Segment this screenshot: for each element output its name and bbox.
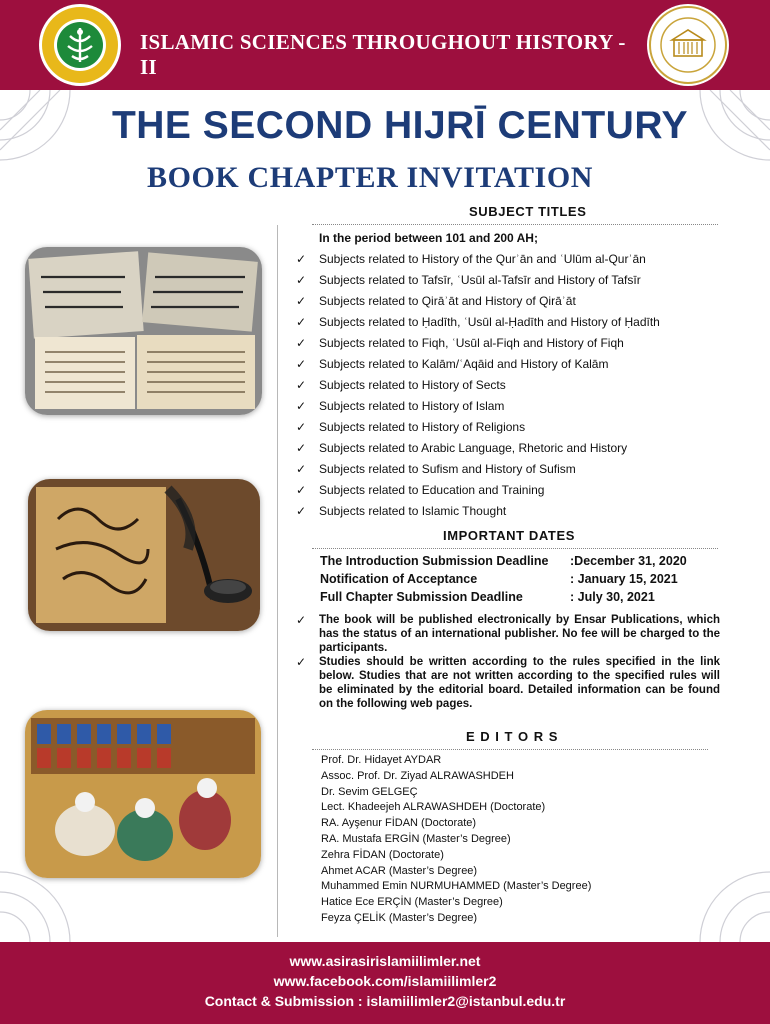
checkmark-icon: ✓: [296, 399, 307, 413]
list-item: Feyza ÇELİK (Master’s Degree): [321, 911, 478, 924]
checkmark-icon: ✓: [296, 357, 307, 371]
subject-titles-heading: SUBJECT TITLES: [469, 204, 587, 219]
subject-list: [296, 250, 746, 523]
series-title: ISLAMIC SCIENCES THROUGHOUT HISTORY -II: [140, 30, 626, 79]
list-item: Ahmet ACAR (Master’s Degree): [321, 864, 478, 877]
list-item: ✓ Subjects related to Kalām/ʿAqāid and History of Kalām: [296, 357, 609, 371]
list-item: RA. Ayşenur FİDAN (Doctorate): [321, 817, 477, 830]
facebook-link[interactable]: www.facebook.com/islamiilimler2: [273, 973, 497, 989]
date-value: :December 31, 2020: [570, 554, 687, 568]
list-item: ✓ Subjects related to Sufism and History of Sufism: [296, 462, 576, 476]
manuscripts-photo: [25, 247, 262, 415]
checkmark-icon: ✓: [296, 483, 307, 497]
notes-list: [296, 613, 720, 711]
list-item: Hatice Ece ERÇİN (Master’s Degree): [321, 896, 503, 909]
list-item: ✓ The book will be published electronically by Ensar Publications, which has the status of an international publisher. No fee will be charged to the participants.: [296, 613, 720, 654]
list-item: ✓ Subjects related to Islamic Thought: [296, 504, 507, 518]
list-item: Zehra FİDAN (Doctorate): [321, 848, 444, 861]
checkmark-icon: ✓: [296, 420, 307, 434]
important-dates-rule: [312, 548, 718, 549]
checkmark-icon: ✓: [296, 315, 307, 329]
list-item: ✓ Subjects related to Education and Training: [296, 483, 545, 497]
sub-title: BOOK CHAPTER INVITATION: [146, 161, 594, 194]
important-dates-heading: IMPORTANT DATES: [443, 528, 576, 543]
dates-table: [320, 554, 740, 608]
checkmark-icon: ✓: [296, 336, 307, 350]
checkmark-icon: ✓: [296, 462, 307, 476]
checkmark-icon: ✓: [296, 273, 307, 287]
date-label: The Introduction Submission Deadline: [320, 554, 549, 568]
checkmark-icon: ✓: [296, 378, 307, 392]
list-item: ✓ Subjects related to Tafsīr, ʿUsūl al-Tafsīr and History of Tafsīr: [296, 273, 641, 287]
list-item: ✓ Subjects related to Ḥadīth, ʿUsūl al-Ḥadīth and History of Ḥadīth: [296, 315, 660, 329]
decorative-pattern-bottom-right: [680, 850, 770, 942]
list-item: ✓ Subjects related to History of the Qurʾān and ʿUlūm al-Qurʾān: [296, 252, 646, 266]
table-row: [320, 554, 740, 572]
list-item: ✓ Subjects related to History of Islam: [296, 399, 505, 413]
checkmark-icon: ✓: [296, 655, 307, 669]
list-item: Dr. Sevim GELGEÇ: [321, 785, 418, 798]
list-item: ✓ Subjects related to Qirāʾāt and History of Qirāʾāt: [296, 294, 576, 308]
footer-band: [0, 942, 770, 1024]
list-item: RA. Mustafa ERGİN (Master’s Degree): [321, 832, 511, 845]
editors-rule: [312, 749, 708, 750]
checkmark-icon: ✓: [296, 252, 307, 266]
list-item: Muhammed Emin NURMUHAMMED (Master’s Degree): [321, 880, 592, 893]
list-item: ✓ Subjects related to Arabic Language, Rhetoric and History: [296, 441, 628, 455]
istanbul-university-seal: [28, 2, 132, 88]
checkmark-icon: ✓: [296, 504, 307, 518]
date-label: Notification of Acceptance: [320, 572, 478, 586]
list-item: ✓ Studies should be written according to the rules specified in the link below. Studies that are not written according to the specified rules will be eliminated by the editorial board. Detailed information can be found on the following web pages.: [296, 655, 720, 710]
list-item: ✓ Subjects related to History of Sects: [296, 378, 506, 392]
library-miniature-painting: [25, 710, 261, 878]
table-row: [320, 572, 740, 590]
editors-list: [321, 753, 591, 927]
list-item: Assoc. Prof. Dr. Ziyad ALRAWASHDEH: [321, 769, 514, 782]
list-item: Prof. Dr. Hidayet AYDAR: [321, 754, 442, 766]
subject-titles-rule: [312, 224, 718, 225]
checkmark-icon: ✓: [296, 441, 307, 455]
faculty-of-theology-seal: [638, 2, 738, 88]
list-item: ✓ Subjects related to Fiqh, ʿUsūl al-Fiqh and History of Fiqh: [296, 336, 624, 350]
contact-email[interactable]: Contact & Submission : islamiilimler2@istanbul.edu.tr: [204, 993, 566, 1009]
table-row: [320, 590, 740, 608]
header-band: [0, 0, 770, 90]
vertical-divider: [277, 225, 278, 937]
main-title: THE SECOND HIJRĪ CENTURY: [111, 104, 689, 147]
checkmark-icon: ✓: [296, 613, 307, 627]
website-link[interactable]: www.asirasirislamiilimler.net: [289, 953, 481, 969]
list-item: ✓ Subjects related to History of Religions: [296, 420, 526, 434]
calligraphy-quill-photo: [28, 479, 260, 631]
date-value: : January 15, 2021: [570, 572, 678, 586]
date-value: : July 30, 2021: [570, 590, 655, 604]
period-intro: In the period between 101 and 200 AH;: [319, 231, 538, 245]
checkmark-icon: ✓: [296, 294, 307, 308]
date-label: Full Chapter Submission Deadline: [320, 590, 523, 604]
list-item: Lect. Khadeejeh ALRAWASHDEH (Doctorate): [321, 801, 546, 814]
editors-heading: E D I T O R S: [466, 729, 559, 744]
